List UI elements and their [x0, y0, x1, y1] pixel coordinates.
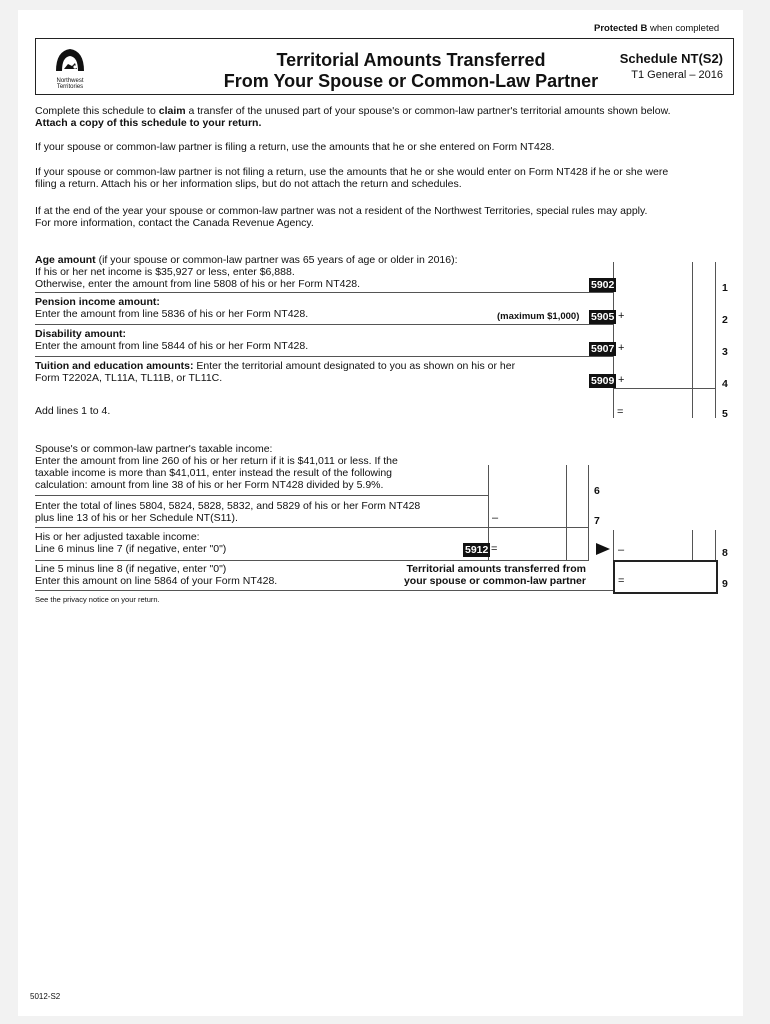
equals-sign: =: [491, 543, 498, 555]
line-8-text-2: Line 6 minus line 7 (if negative, enter "0"): [35, 543, 227, 555]
northwest-territories-logo: Northwest Territories: [50, 45, 90, 85]
line-8-amount-field[interactable]: [502, 540, 565, 556]
line-code-5905: 5905: [591, 311, 615, 323]
line-9-text-2: Enter this amount on line 5864 of your Form NT428.: [35, 575, 278, 587]
line-2-amount-field[interactable]: [626, 306, 691, 322]
line-number-4: 4: [722, 378, 728, 390]
line-3-amount-field[interactable]: [626, 338, 691, 354]
line-number-2: 2: [722, 314, 728, 326]
intro-attach-note: Attach a copy of this schedule to your return.: [35, 117, 262, 129]
line-number-9: 9: [722, 578, 728, 590]
line-number-5: 5: [722, 408, 728, 420]
pension-label: Pension income amount:: [35, 296, 160, 308]
form-year: T1 General – 2016: [631, 69, 723, 81]
line-number-1: 1: [722, 282, 728, 294]
disability-text: Enter the amount from line 5844 of his or her Form NT428.: [35, 340, 309, 352]
line-7-text-2: plus line 13 of his or her Schedule NT(S11).: [35, 512, 238, 524]
header-box: [35, 38, 734, 95]
intro-paragraph-4b: For more information, contact the Canada Revenue Agency.: [35, 217, 314, 229]
plus-sign: +: [618, 310, 625, 322]
equals-sign: =: [618, 575, 625, 587]
line-code-5902: 5902: [591, 279, 615, 291]
minus-sign: –: [492, 512, 499, 524]
line-9-text-1: Line 5 minus line 8 (if negative, enter "0"): [35, 563, 227, 575]
plus-sign: +: [618, 342, 625, 354]
line-8-text-1: His or her adjusted taxable income:: [35, 531, 200, 543]
pension-text: Enter the amount from line 5836 of his or her Form NT428.: [35, 308, 309, 320]
spouse-income-text-3: taxable income is more than $41,011, enter instead the result of the following: [35, 467, 393, 479]
arrow-right-icon: [596, 542, 610, 560]
line-code-5907: 5907: [591, 343, 615, 355]
line-6-amount-field[interactable]: [490, 477, 565, 493]
intro-paragraph-1: Complete this schedule to claim a transfer of the unused part of your spouse's or common-law partner's territorial amounts shown below.: [35, 105, 671, 117]
schedule-label: Schedule NT(S2): [619, 51, 723, 66]
pension-maximum: (maximum $1,000): [497, 311, 580, 322]
territorial-transferred-label-2: your spouse or common-law partner: [403, 575, 586, 587]
form-code: 5012-S2: [30, 992, 61, 1001]
age-amount-text-3: Otherwise, enter the amount from line 5808 of his or her Form NT428.: [35, 278, 361, 290]
equals-sign: =: [617, 406, 624, 418]
line-5-amount-field[interactable]: [626, 402, 691, 418]
add-lines-label: Add lines 1 to 4.: [35, 405, 111, 417]
line-7-text-1: Enter the total of lines 5804, 5824, 5828, 5832, and 5829 of his or her Form NT428: [35, 500, 421, 512]
line-9-total-box[interactable]: [613, 560, 718, 594]
line-number-8: 8: [722, 547, 728, 559]
line-4-amount-field[interactable]: [626, 370, 691, 386]
line-1-amount-field[interactable]: [615, 274, 691, 290]
page-title: Territorial Amounts Transferred From Your Spouse or Common-Law Partner: [223, 50, 599, 91]
territorial-transferred-label-1: Territorial amounts transferred from: [406, 563, 586, 575]
line-number-7: 7: [594, 515, 600, 527]
spouse-income-text-4: calculation: amount from line 38 of his or her Form NT428 divided by 5.9%.: [35, 479, 384, 491]
line-number-3: 3: [722, 346, 728, 358]
intro-paragraph-3b: filing a return. Attach his or her information slips, but do not attach the return and schedules.: [35, 178, 462, 190]
plus-sign: +: [618, 374, 625, 386]
tuition-text: Form T2202A, TL11A, TL11B, or TL11C.: [35, 372, 223, 384]
line-8-result-field[interactable]: [626, 540, 691, 556]
age-amount-label: Age amount (if your spouse or common-law partner was 65 years of age or older in 2016):: [35, 254, 458, 266]
line-code-5909: 5909: [591, 375, 615, 387]
age-amount-text-2: If his or her net income is $35,927 or less, enter $6,888.: [35, 266, 295, 278]
line-number-6: 6: [594, 485, 600, 497]
intro-paragraph-4a: If at the end of the year your spouse or common-law partner was not a resident of the Northwest Territories, special rules may apply.: [35, 205, 648, 217]
form-page: [18, 10, 743, 1016]
spouse-income-label: Spouse's or common-law partner's taxable income:: [35, 443, 273, 455]
intro-paragraph-2: If your spouse or common-law partner is filing a return, use the amounts that he or she entered on Form NT428.: [35, 141, 555, 153]
line-7-amount-field[interactable]: [502, 510, 565, 526]
privacy-notice: See the privacy notice on your return.: [35, 595, 160, 604]
line-code-5912: 5912: [465, 544, 489, 556]
minus-sign: –: [618, 544, 625, 556]
spouse-income-text-2: Enter the amount from line 260 of his or her return if it is $41,011 or less. If the: [35, 455, 398, 467]
protected-label: Protected B when completed: [594, 23, 720, 34]
tuition-label: Tuition and education amounts: Enter the territorial amount designated to you as shown on his or her: [35, 360, 516, 372]
disability-label: Disability amount:: [35, 328, 127, 340]
intro-paragraph-3a: If your spouse or common-law partner is not filing a return, use the amounts that he or she would enter on Form NT428 if he or she were: [35, 166, 669, 178]
